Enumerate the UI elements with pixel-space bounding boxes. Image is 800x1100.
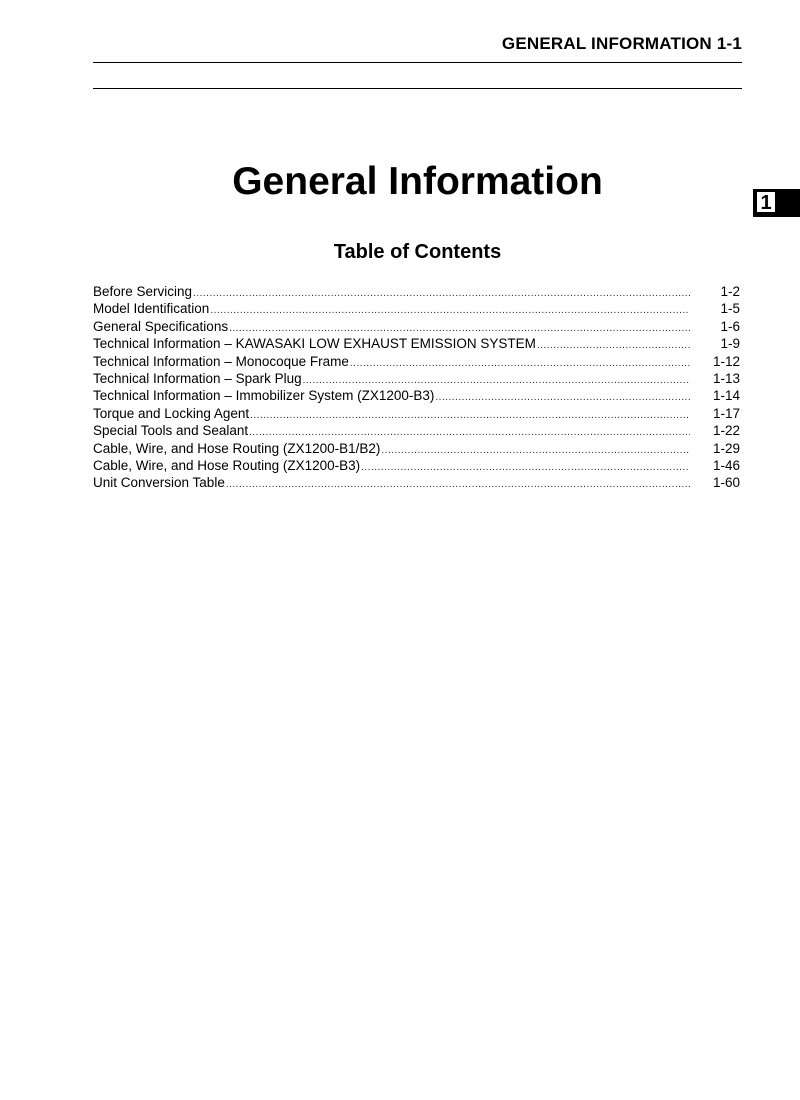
toc-entry-page: 1-2 xyxy=(720,284,740,299)
toc-entry-page: 1-29 xyxy=(712,440,740,456)
toc-entry[interactable] xyxy=(93,440,740,457)
chapter-title: General Information xyxy=(232,160,603,203)
toc-entry-title: Cable, Wire, and Hose Routing (ZX1200-B3) xyxy=(93,457,361,473)
chapter-tab-number: 1 xyxy=(756,191,776,213)
toc-entry[interactable] xyxy=(93,283,740,300)
toc-entry[interactable] xyxy=(93,422,740,439)
header-rule-bottom xyxy=(93,88,742,89)
dot-leader xyxy=(210,302,690,319)
toc-entry-title: Cable, Wire, and Hose Routing (ZX1200-B1/B2) xyxy=(93,440,381,456)
toc-entry[interactable] xyxy=(93,370,740,387)
toc-entry[interactable] xyxy=(93,387,740,404)
toc-entry-page: 1-14 xyxy=(712,388,740,404)
toc-entry-page: 1-46 xyxy=(712,457,740,473)
chapter-thumb-tab xyxy=(753,189,800,217)
dot-leader xyxy=(350,355,690,372)
dot-leader xyxy=(226,476,690,493)
toc-entry-title: Before Servicing xyxy=(93,284,193,299)
toc-entry-page: 1-5 xyxy=(720,301,740,317)
dot-leader xyxy=(193,285,690,302)
toc-entry-page: 1-22 xyxy=(712,423,740,439)
dot-leader xyxy=(381,442,690,459)
header-rule-top xyxy=(93,62,742,63)
running-head: GENERAL INFORMATION 1-1 xyxy=(501,34,742,53)
toc-entry-title: Unit Conversion Table xyxy=(93,475,225,491)
toc-entry[interactable] xyxy=(93,353,740,370)
toc-entry-title: Technical Information – Immobilizer System (ZX1200-B3) xyxy=(93,388,435,404)
toc-entry-title: Technical Information – KAWASAKI LOW EXHAUST EMISSION SYSTEM xyxy=(93,336,536,352)
table-of-contents xyxy=(93,283,740,492)
toc-entry[interactable] xyxy=(93,318,740,335)
dot-leader xyxy=(250,407,690,424)
dot-leader xyxy=(537,337,690,354)
toc-entry-title: Model Identification xyxy=(93,301,210,317)
toc-entry[interactable] xyxy=(93,335,740,352)
toc-entry-title: Technical Information – Spark Plug xyxy=(93,370,302,386)
toc-entry-page: 1-12 xyxy=(712,353,740,369)
toc-entry-page: 1-13 xyxy=(712,370,740,386)
toc-entry-title: General Specifications xyxy=(93,318,229,334)
toc-entry-page: 1-9 xyxy=(720,336,740,352)
toc-entry-title: Torque and Locking Agent xyxy=(93,405,250,421)
toc-entry[interactable] xyxy=(93,405,740,422)
toc-heading: Table of Contents xyxy=(333,241,502,263)
toc-entry-title: Special Tools and Sealant xyxy=(93,423,249,439)
toc-entry[interactable] xyxy=(93,457,740,474)
toc-entry-title: Technical Information – Monocoque Frame xyxy=(93,353,349,369)
toc-entry[interactable] xyxy=(93,300,740,317)
dot-leader xyxy=(361,459,690,476)
toc-entry-page: 1-6 xyxy=(720,318,740,334)
toc-entry-page: 1-60 xyxy=(712,475,740,491)
toc-entry[interactable] xyxy=(93,474,740,491)
toc-entry-page: 1-17 xyxy=(712,405,740,421)
dot-leader xyxy=(435,389,690,406)
